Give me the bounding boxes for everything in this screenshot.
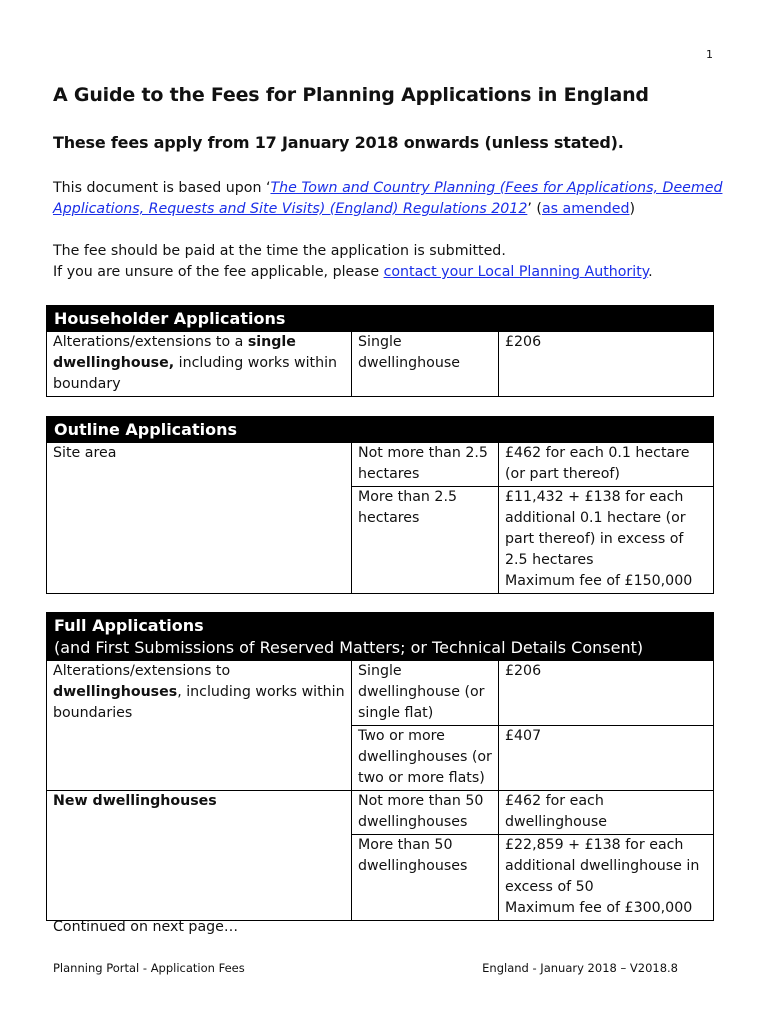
- fee-text: £11,432 + £138 for each additional 0.1 hectare (or part thereof) in excess of 2.5 hectares: [505, 489, 686, 568]
- householder-fee: £206: [499, 332, 714, 397]
- page-title: A Guide to the Fees for Planning Applications in England: [53, 84, 649, 106]
- fee-text: £22,859 + £138 for each additional dwellinghouse in excess of 50: [505, 837, 700, 895]
- as-amended-link[interactable]: as amended: [541, 201, 630, 217]
- desc-text: including works within boundary: [53, 355, 338, 392]
- table-row: [47, 791, 714, 835]
- desc-text: Alterations/extensions to a: [53, 334, 248, 350]
- max-fee-text: Maximum fee of £150,000: [505, 573, 693, 589]
- page-subtitle: These fees apply from 17 January 2018 onwards (unless stated).: [53, 133, 624, 152]
- page-number: 1: [706, 48, 713, 61]
- full-fees-table: [46, 612, 714, 921]
- desc-bold-text: single dwellinghouse,: [53, 334, 296, 371]
- full-fee: £462 for each dwellinghouse: [499, 791, 714, 835]
- full-alterations-description: [47, 661, 352, 791]
- fee-info-line1: The fee should be paid at the time the application is submitted.: [53, 243, 506, 259]
- full-category: More than 50 dwellinghouses: [352, 835, 499, 921]
- intro-suffix: ): [629, 201, 636, 217]
- fee-info-line2-prefix: If you are unsure of the fee applicable, please: [53, 264, 384, 280]
- full-header-subtitle: (and First Submissions of Reserved Matters; or Technical Details Consent): [54, 638, 644, 657]
- desc-bold-text: dwellinghouses: [53, 684, 178, 700]
- footer-right: England - January 2018 – V2018.8: [482, 961, 678, 975]
- full-header: [47, 613, 714, 661]
- table-row: [47, 661, 714, 726]
- continued-note: Continued on next page…: [53, 919, 239, 935]
- desc-text: , including works within boundaries: [53, 684, 345, 721]
- desc-text: Alterations/extensions to: [53, 663, 231, 679]
- full-fee: [499, 835, 714, 921]
- outline-description: Site area: [47, 443, 352, 594]
- householder-header: Householder Applications: [47, 306, 714, 332]
- intro-prefix: This document is based upon ‘: [53, 180, 271, 196]
- outline-fee: £462 for each 0.1 hectare (or part thereof): [499, 443, 714, 487]
- table-row: [47, 332, 714, 397]
- full-new-dwellings-description: [47, 791, 352, 921]
- full-fee: £206: [499, 661, 714, 726]
- householder-description: [47, 332, 352, 397]
- full-category: Two or more dwellinghouses (or two or more flats): [352, 726, 499, 791]
- outline-header: Outline Applications: [47, 417, 714, 443]
- full-header-title: Full Applications: [54, 616, 204, 635]
- fee-info-line2-suffix: .: [648, 264, 653, 280]
- outline-fees-table: [46, 416, 714, 594]
- footer-left: Planning Portal - Application Fees: [53, 961, 245, 975]
- max-fee-text: Maximum fee of £300,000: [505, 900, 693, 916]
- full-fee: £407: [499, 726, 714, 791]
- fee-info-paragraph: [53, 241, 723, 283]
- intro-paragraph: [53, 178, 723, 220]
- contact-lpa-link[interactable]: contact your Local Planning Authority: [383, 264, 649, 280]
- householder-fees-table: [46, 305, 714, 397]
- regulations-link[interactable]: The Town and Country Planning (Fees for Applications, Deemed Applications, Requests and Site Visits) (England) Regulations 2012: [53, 180, 723, 217]
- table-row: [47, 443, 714, 487]
- outline-category: More than 2.5 hectares: [352, 487, 499, 594]
- desc-bold-text: New dwellinghouses: [53, 793, 217, 809]
- intro-mid: ’ (: [527, 201, 542, 217]
- full-category: Single dwellinghouse (or single flat): [352, 661, 499, 726]
- outline-category: Not more than 2.5 hectares: [352, 443, 499, 487]
- outline-fee: [499, 487, 714, 594]
- householder-category: Single dwellinghouse: [352, 332, 499, 397]
- full-category: Not more than 50 dwellinghouses: [352, 791, 499, 835]
